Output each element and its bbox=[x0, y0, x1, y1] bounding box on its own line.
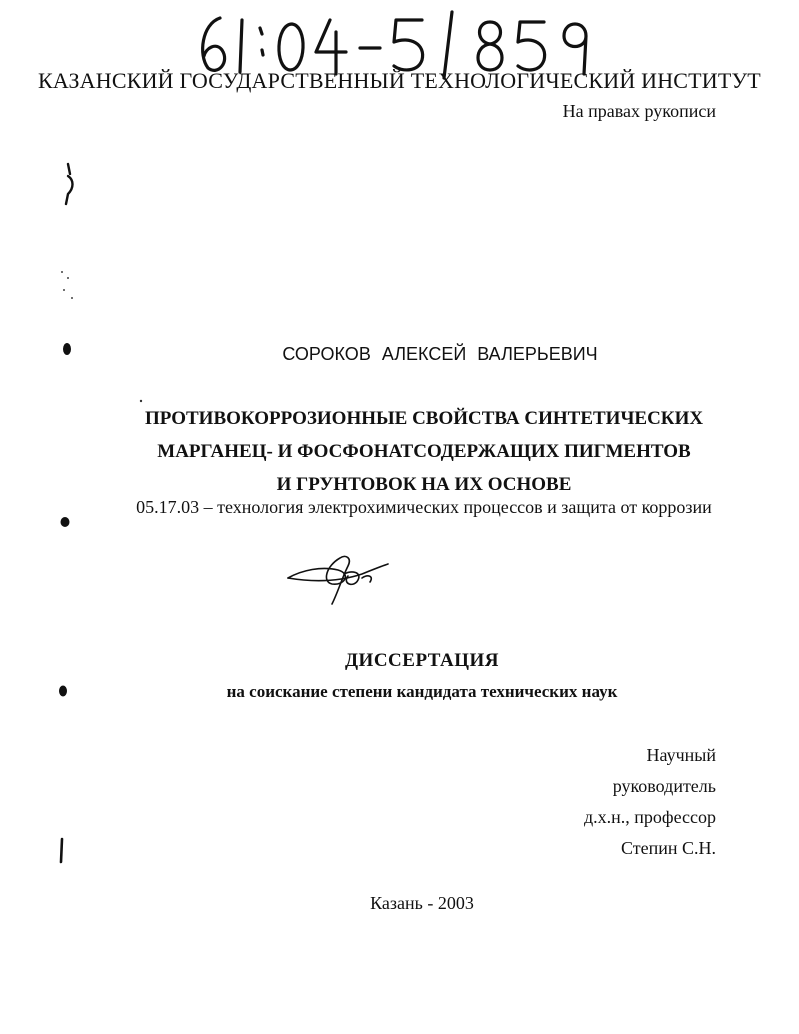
author-name: СОРОКОВ АЛЕКСЕЙ ВАЛЕРЬЕВИЧ bbox=[282, 344, 598, 364]
supervisor-line: д.х.н., профессор bbox=[583, 807, 716, 827]
margin-mark-icon bbox=[60, 160, 80, 206]
document-type: ДИССЕРТАЦИЯ bbox=[344, 650, 500, 671]
rights-note: На правах рукописи bbox=[562, 101, 716, 121]
title-line: МАРГАНЕЦ- И ФОСФОНАТСОДЕРЖАЩИХ ПИГМЕНТОВ bbox=[157, 441, 691, 462]
supervisor-line: Степин С.Н. bbox=[620, 838, 716, 858]
scan-speck-icon bbox=[58, 268, 78, 308]
specialty-code: 05.17.03 – технология электрохимических процессов и защита от коррозии bbox=[136, 497, 712, 517]
supervisor-line: руководитель bbox=[612, 776, 716, 796]
city-year: Казань - 2003 bbox=[370, 893, 474, 913]
dissertation-title bbox=[0, 402, 799, 501]
degree-statement: на соискание степени кандидата технических наук bbox=[226, 682, 618, 701]
supervisor-line: Научный bbox=[646, 745, 716, 765]
author-signature bbox=[282, 548, 392, 608]
supervisor-block bbox=[584, 740, 716, 864]
institute-name: КАЗАНСКИЙ ГОСУДАРСТВЕННЫЙ ТЕХНОЛОГИЧЕСКИЙ ИНСТИТУТ bbox=[38, 68, 761, 93]
title-line: И ГРУНТОВОК НА ИХ ОСНОВЕ bbox=[276, 474, 572, 495]
margin-mark-icon bbox=[55, 836, 69, 866]
title-line: ПРОТИВОКОРРОЗИОННЫЕ СВОЙСТВА СИНТЕТИЧЕСКИХ bbox=[144, 408, 704, 429]
